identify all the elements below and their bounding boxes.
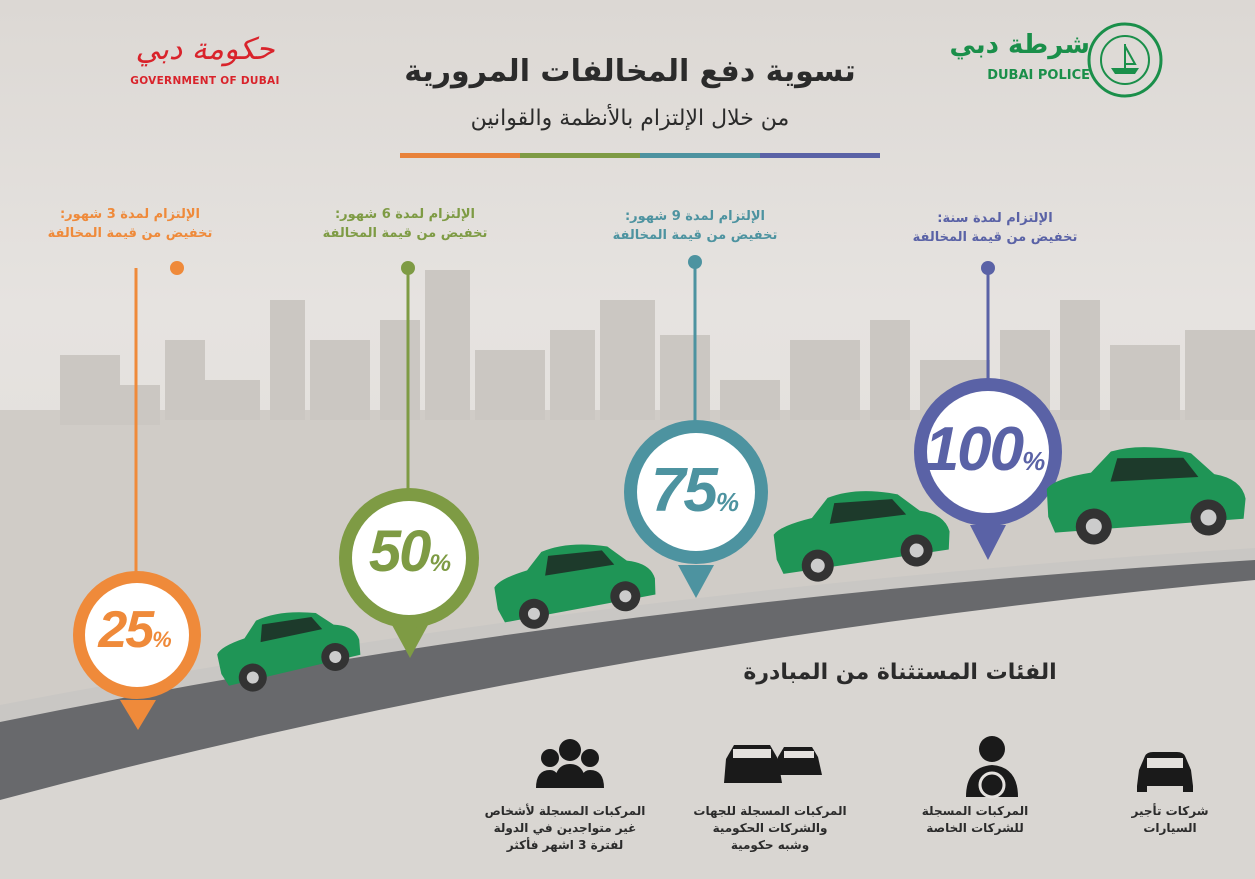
milestone-line1: الإلتزام لمدة سنة: bbox=[937, 211, 1053, 226]
discount-75-percent bbox=[625, 455, 765, 526]
exemption-line2: غير متواجدين في الدولة bbox=[493, 821, 637, 835]
discount-100-percent bbox=[910, 414, 1060, 485]
exemption-line3: لفترة 3 اشهر فأكثر bbox=[506, 838, 624, 852]
exemption-line2: والشركات الحكومية bbox=[712, 821, 828, 835]
milestone-line2: تخفيض من قيمة المخالفة bbox=[612, 228, 778, 243]
exemption-line2: السيارات bbox=[1143, 821, 1197, 835]
milestone-label-9-months bbox=[580, 207, 810, 245]
milestone-line2: تخفيض من قيمة المخالفة bbox=[322, 226, 488, 241]
milestone-label-6-months bbox=[290, 205, 520, 243]
exemption-line1: شركات تأجير bbox=[1131, 804, 1209, 818]
milestone-line2: تخفيض من قيمة المخالفة bbox=[47, 226, 213, 241]
milestone-label-1-year bbox=[880, 209, 1110, 247]
exemption-line2: للشركات الخاصة bbox=[926, 821, 1024, 835]
exemption-line1: المركبات المسجلة bbox=[921, 804, 1029, 818]
milestone-line1: الإلتزام لمدة 6 شهور: bbox=[334, 207, 475, 222]
discount-value: 50 bbox=[368, 519, 430, 584]
exemption-line1: المركبات المسجلة لأشخاص bbox=[484, 804, 646, 818]
milestone-label-3-months bbox=[20, 205, 240, 243]
police-logo-english: DUBAI POLICE bbox=[987, 68, 1090, 83]
milestone-line1: الإلتزام لمدة 9 شهور: bbox=[624, 209, 765, 224]
government-logo-arabic: حكومة دبي bbox=[135, 32, 275, 67]
exemption-government-entities bbox=[680, 803, 860, 854]
exemption-absent-persons bbox=[470, 803, 660, 854]
discount-unit: % bbox=[1022, 446, 1046, 476]
milestone-line2: تخفيض من قيمة المخالفة bbox=[912, 230, 1078, 245]
government-logo-english: GOVERNMENT OF DUBAI bbox=[130, 75, 280, 87]
exemptions-title: الفئات المستثناة من المبادرة bbox=[743, 660, 1057, 685]
car-front-icon bbox=[1137, 752, 1193, 792]
discount-value: 100 bbox=[924, 415, 1023, 484]
discount-50-percent bbox=[340, 518, 480, 585]
discount-25-percent bbox=[70, 600, 200, 660]
milestone-line1: الإلتزام لمدة 3 شهور: bbox=[59, 207, 200, 222]
discount-unit: % bbox=[152, 627, 172, 652]
discount-unit: % bbox=[429, 550, 452, 577]
exemption-line1: المركبات المسجلة للجهات bbox=[693, 804, 847, 818]
page-subtitle: من خلال الإلتزام بالأنظمة والقوانين bbox=[470, 106, 790, 131]
page-title: تسوية دفع المخالفات المرورية bbox=[404, 54, 856, 89]
exemption-private-companies bbox=[900, 803, 1050, 837]
exemption-rental-companies bbox=[1100, 803, 1240, 837]
discount-value: 25 bbox=[98, 601, 153, 659]
exemption-line3: وشبه حكومية bbox=[730, 838, 810, 852]
title-underline bbox=[400, 153, 880, 158]
discount-value: 75 bbox=[650, 456, 716, 525]
police-logo-arabic: شرطة دبي bbox=[949, 30, 1090, 60]
dubai-police-emblem-icon bbox=[1089, 24, 1161, 96]
discount-unit: % bbox=[715, 487, 740, 517]
